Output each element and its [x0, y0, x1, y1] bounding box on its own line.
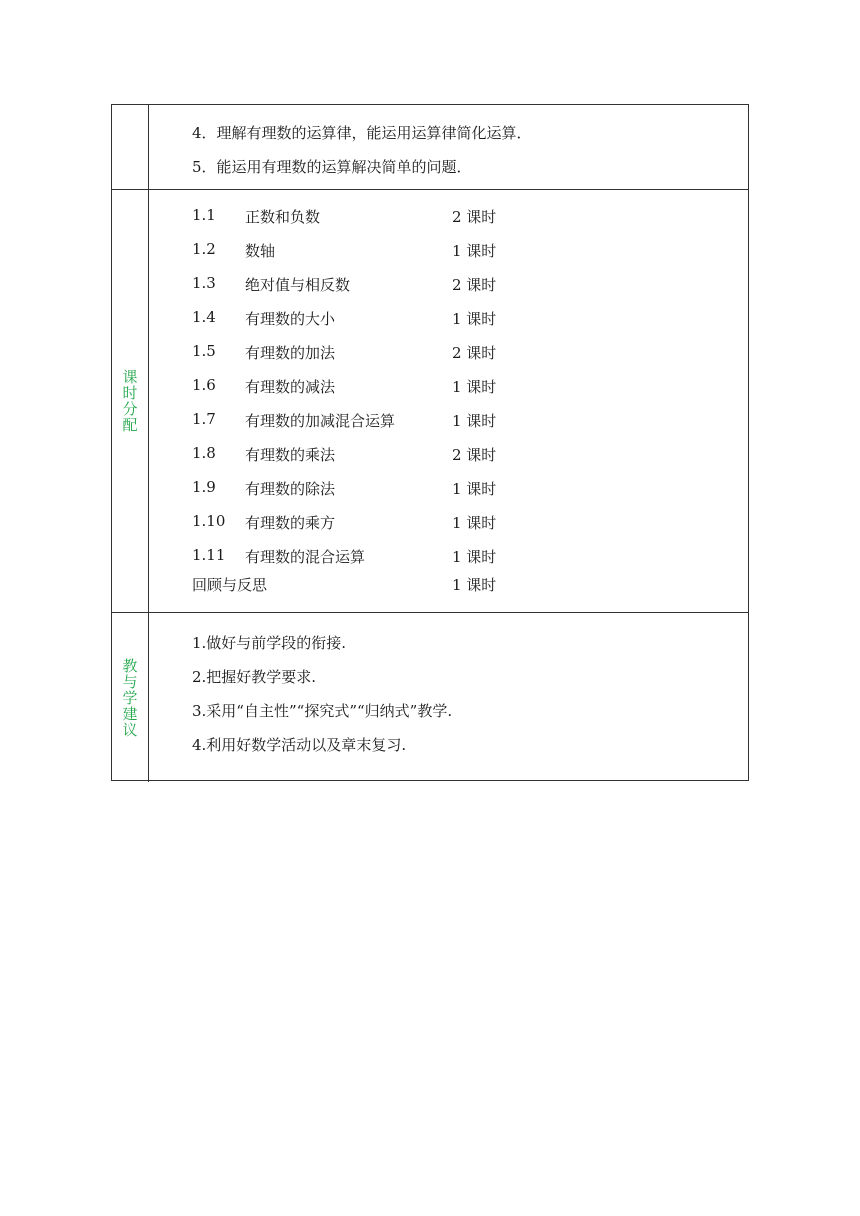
- schedule-row: [112, 190, 748, 613]
- objective-item: 4．理解有理数的运算律，能运用运算律简化运算．: [192, 124, 532, 142]
- objectives-label-cell: [112, 105, 149, 189]
- lesson-title: 有理数的除法: [245, 480, 336, 498]
- lesson-number: 1.2: [192, 240, 216, 258]
- suggestion-item: 4.利用好数学活动以及章末复习.: [192, 736, 407, 754]
- lesson-hours: 1 课时: [452, 514, 497, 532]
- lesson-number: 1.6: [192, 376, 216, 394]
- lesson-number: 1.9: [192, 478, 216, 496]
- lesson-hours: 2 课时: [452, 276, 497, 294]
- lesson-title: 绝对值与相反数: [245, 276, 351, 294]
- lesson-hours: 2 课时: [452, 208, 497, 226]
- objective-item: 5．能运用有理数的运算解决简单的问题．: [192, 158, 472, 176]
- lesson-title: 有理数的加法: [245, 344, 336, 362]
- objectives-content: [192, 105, 738, 189]
- review-hours: 1 课时: [452, 576, 497, 594]
- lesson-title: 有理数的乘方: [245, 514, 336, 532]
- schedule-content: [192, 190, 738, 612]
- lesson-hours: 1 课时: [452, 242, 497, 260]
- lesson-title: 有理数的大小: [245, 310, 336, 328]
- lesson-number: 1.1: [192, 206, 216, 224]
- lesson-title: 数轴: [245, 242, 276, 260]
- lesson-number: 1.10: [192, 512, 226, 530]
- lesson-number: 1.4: [192, 308, 216, 326]
- lesson-title: 正数和负数: [245, 208, 321, 226]
- suggestion-item: 2.把握好教学要求.: [192, 668, 317, 686]
- lesson-hours: 1 课时: [452, 378, 497, 396]
- suggestion-item: 1.做好与前学段的衔接.: [192, 634, 347, 652]
- lesson-hours: 2 课时: [452, 446, 497, 464]
- lesson-hours: 1 课时: [452, 548, 497, 566]
- plan-table: [111, 104, 749, 781]
- suggestions-content: [192, 613, 738, 782]
- lesson-title: 有理数的混合运算: [245, 548, 366, 566]
- lesson-number: 1.11: [192, 546, 226, 564]
- lesson-number: 1.7: [192, 410, 216, 428]
- lesson-number: 1.3: [192, 274, 216, 292]
- lesson-number: 1.5: [192, 342, 216, 360]
- lesson-number: 1.8: [192, 444, 216, 462]
- lesson-hours: 2 课时: [452, 344, 497, 362]
- objectives-row: [112, 105, 748, 190]
- suggestions-label-cell: [112, 613, 149, 782]
- suggestions-label: 教与学建议: [120, 657, 139, 738]
- lesson-hours: 1 课时: [452, 310, 497, 328]
- suggestions-row: [112, 613, 748, 782]
- lesson-title: 有理数的乘法: [245, 446, 336, 464]
- schedule-label: 课时分配: [120, 369, 139, 433]
- schedule-label-cell: [112, 190, 149, 612]
- suggestion-item: 3.采用“自主性”“探究式”“归纳式”教学.: [192, 702, 453, 720]
- lesson-title: 有理数的减法: [245, 378, 336, 396]
- lesson-hours: 1 课时: [452, 480, 497, 498]
- lesson-title: 有理数的加减混合运算: [245, 412, 396, 430]
- review-title: 回顾与反思: [192, 576, 268, 594]
- lesson-hours: 1 课时: [452, 412, 497, 430]
